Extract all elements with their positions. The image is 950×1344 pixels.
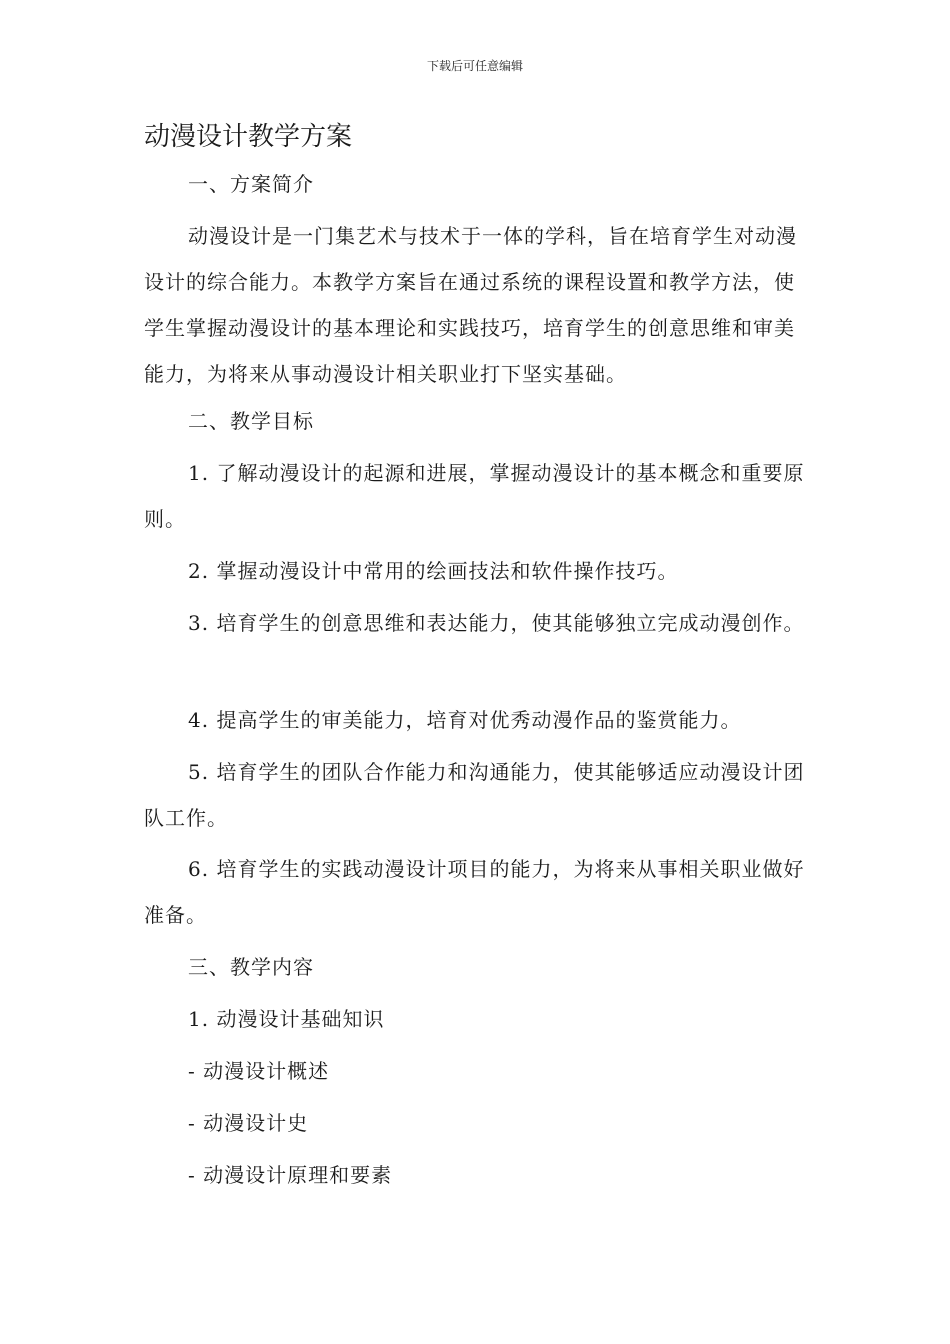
content-subheading-1: 1. 动漫设计基础知识 xyxy=(188,1007,385,1031)
page-header-note: 下载后可任意编辑 xyxy=(426,59,523,73)
content-bullet-2: - 动漫设计史 xyxy=(188,1111,309,1135)
goal-item-6: 6. 培育学生的实践动漫设计项目的能力，为将来从事相关职业做好准备。 xyxy=(144,857,805,927)
section-heading-content: 三、教学内容 xyxy=(188,955,314,979)
content-bullet-1: - 动漫设计概述 xyxy=(188,1059,330,1083)
goal-item-4: 4. 提高学生的审美能力，培育对优秀动漫作品的鉴赏能力。 xyxy=(188,708,742,732)
intro-paragraph: 动漫设计是一门集艺术与技术于一体的学科，旨在培育学生对动漫设计的综合能力。本教学方案旨在通过系统的课程设置和教学方法，使学生掌握动漫设计的基本理论和实践技巧，培育学生的创意思维和审美能力，为将来从事动漫设计相关职业打下坚实基础。 xyxy=(144,224,797,386)
content-bullet-3: - 动漫设计原理和要素 xyxy=(188,1163,393,1187)
section-heading-intro: 一、方案简介 xyxy=(188,172,314,196)
goal-item-1: 1. 了解动漫设计的起源和进展，掌握动漫设计的基本概念和重要原则。 xyxy=(144,461,805,531)
section-heading-goals: 二、教学目标 xyxy=(188,409,314,433)
document-title: 动漫设计教学方案 xyxy=(144,122,353,152)
goal-item-2: 2. 掌握动漫设计中常用的绘画技法和软件操作技巧。 xyxy=(188,559,679,583)
goal-item-5: 5. 培育学生的团队合作能力和沟通能力，使其能够适应动漫设计团队工作。 xyxy=(144,760,805,830)
goal-item-3: 3. 培育学生的创意思维和表达能力，使其能够独立完成动漫创作。 xyxy=(188,611,805,635)
